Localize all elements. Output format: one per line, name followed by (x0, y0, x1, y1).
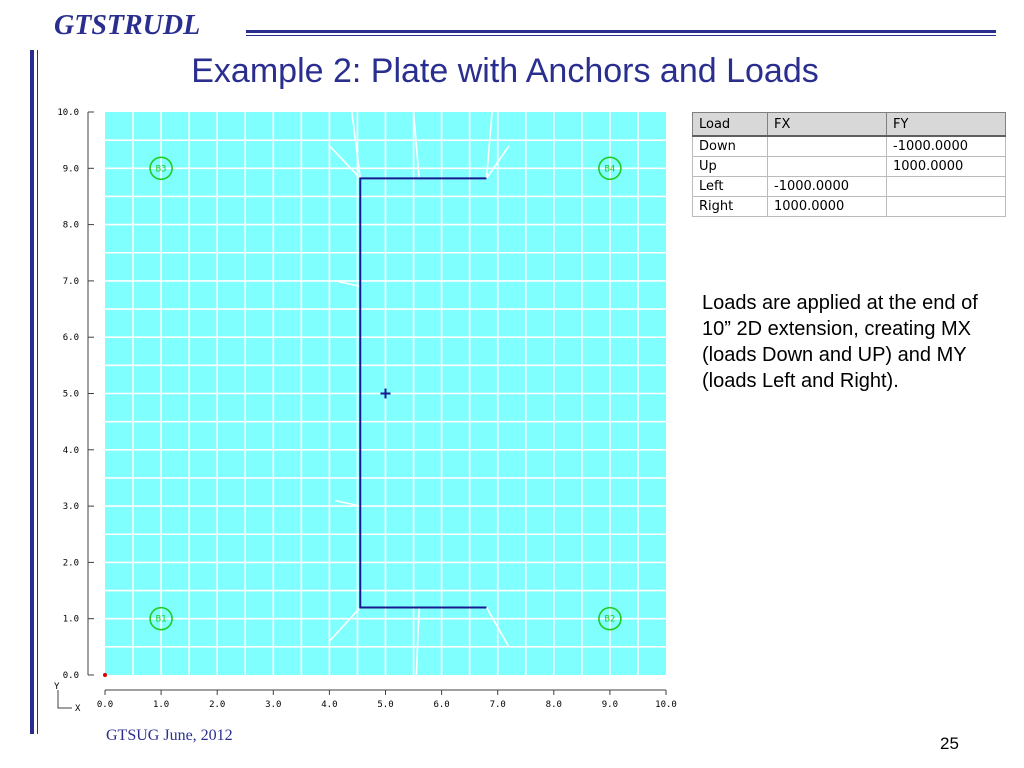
y-tick-label: 1.0 (62, 614, 79, 625)
anchor-label: B4 (604, 164, 616, 175)
table-row[interactable] (693, 177, 1006, 197)
axis-triad (58, 690, 72, 708)
x-tick-label: 8.0 (545, 700, 562, 710)
page-number: 25 (940, 734, 959, 753)
x-tick-label: 1.0 (152, 700, 170, 710)
origin-marker (103, 673, 107, 677)
anchor-label: B3 (155, 164, 167, 175)
x-tick-label: 0.0 (96, 700, 114, 710)
y-tick-label: 6.0 (62, 333, 79, 344)
triad-y-label: Y (54, 682, 60, 692)
x-tick-label: 5.0 (377, 700, 394, 710)
y-tick-label: 10.0 (57, 108, 79, 118)
column-header-fx[interactable]: FX (768, 113, 887, 137)
fx-cell[interactable]: -1000.0000 (768, 177, 887, 197)
fx-cell[interactable] (768, 157, 887, 177)
load-table (692, 112, 1006, 217)
table-row[interactable] (693, 157, 1006, 177)
y-tick-label: 2.0 (62, 558, 79, 569)
fx-cell[interactable]: 1000.0000 (768, 197, 887, 217)
logo: GTSTRUDL (54, 10, 201, 41)
x-tick-label: 4.0 (321, 700, 338, 710)
slide-title: Example 2: Plate with Anchors and Loads (191, 52, 819, 90)
anchor-label: B1 (155, 614, 167, 625)
load-name-cell[interactable]: Up (693, 157, 768, 177)
fy-cell[interactable] (887, 177, 1006, 197)
y-tick-label: 8.0 (62, 220, 79, 231)
table-row[interactable] (693, 197, 1006, 217)
x-tick-label: 9.0 (601, 700, 619, 710)
y-tick-label: 3.0 (62, 502, 79, 513)
explanation-text: Loads are applied at the end of 10” 2D extension, creating MX (loads Down and UP) and MY (loads Left and Right). (702, 292, 978, 392)
x-tick-label: 10.0 (655, 700, 677, 710)
fy-cell[interactable]: 1000.0000 (887, 157, 1006, 177)
x-tick-label: 2.0 (209, 700, 226, 710)
y-tick-label: 4.0 (62, 445, 79, 456)
fy-cell[interactable]: -1000.0000 (887, 136, 1006, 157)
x-tick-label: 7.0 (489, 700, 506, 710)
column-header-load[interactable]: Load (693, 113, 768, 137)
footer-text: GTSUG June, 2012 (106, 727, 233, 744)
triad-x-label: X (75, 704, 81, 714)
x-tick-label: 6.0 (433, 700, 450, 710)
y-tick-label: 9.0 (62, 164, 79, 175)
table-row[interactable] (693, 136, 1006, 157)
load-name-cell[interactable]: Right (693, 197, 768, 217)
fx-cell[interactable] (768, 136, 887, 157)
load-name-cell[interactable]: Left (693, 177, 768, 197)
column-header-fy[interactable]: FY (887, 113, 1006, 137)
fy-cell[interactable] (887, 197, 1006, 217)
y-tick-label: 7.0 (62, 276, 79, 287)
y-tick-label: 5.0 (62, 389, 79, 400)
x-tick-label: 3.0 (265, 700, 282, 710)
load-name-cell[interactable]: Down (693, 136, 768, 157)
anchor-label: B2 (604, 614, 616, 625)
y-tick-label: 0.0 (62, 671, 79, 681)
